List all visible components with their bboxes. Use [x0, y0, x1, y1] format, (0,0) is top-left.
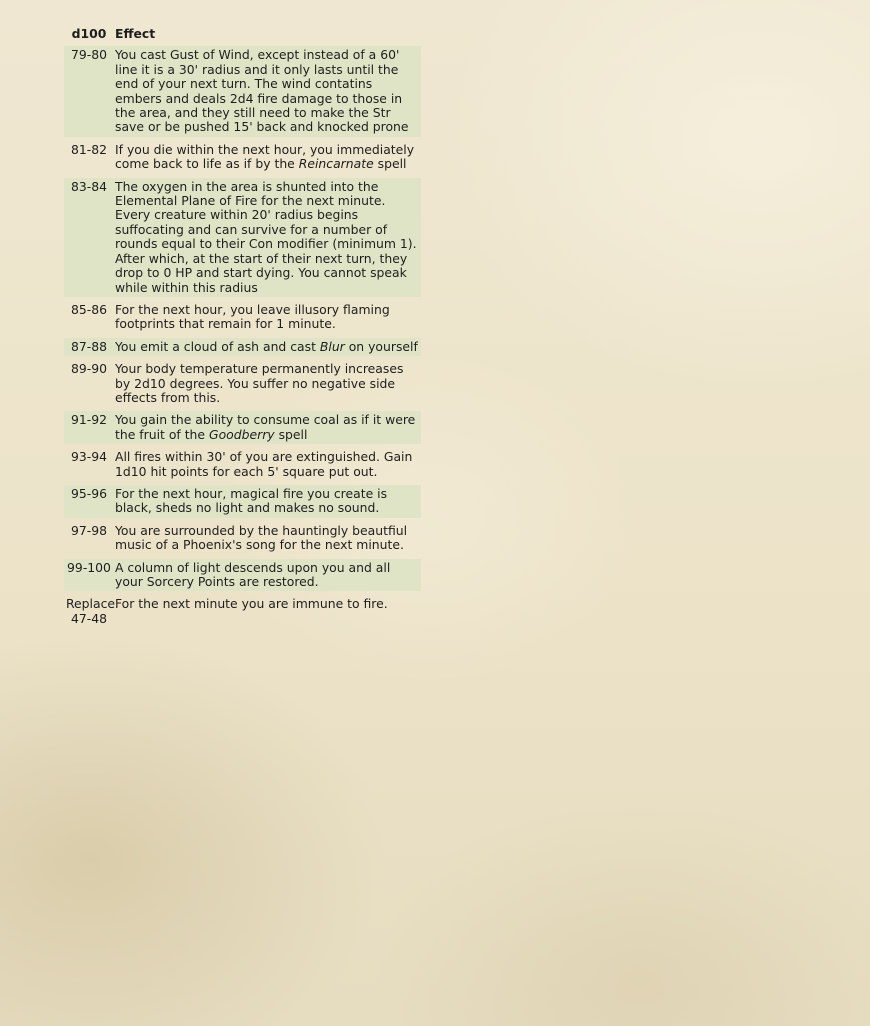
row-effect: For the next minute you are immune to fire.: [115, 596, 388, 612]
row-effect: For the next hour, you leave illusory flaming footprints that remain for 1 minute.: [115, 301, 390, 332]
row-roll: 93-94: [70, 449, 107, 465]
row-roll: [64, 596, 116, 626]
row-roll: 85-86: [70, 301, 107, 317]
row-roll: 87-88: [70, 338, 107, 354]
row-roll: 99-100: [67, 559, 111, 575]
table-row: [64, 338, 421, 356]
row-roll: 89-90: [70, 361, 107, 377]
row-roll-line1: Replace: [66, 596, 116, 612]
table-row: [64, 141, 421, 174]
table-row: [64, 411, 421, 444]
row-effect: All fires within 30' of you are extinguished. Gain 1d10 hit points for each 5' square put out.: [115, 449, 413, 479]
row-roll: 95-96: [70, 485, 107, 501]
table-header: [64, 25, 421, 46]
row-effect: For the next hour, magical fire you create is black, sheds no light and makes no sound.: [115, 485, 388, 516]
table-row: [64, 301, 421, 334]
row-effect: A column of light descends upon you and all your Sorcery Points are restored.: [115, 559, 391, 589]
table-row: [64, 485, 421, 518]
spell-name: Reincarnate: [298, 156, 374, 172]
table-row: [64, 522, 421, 555]
row-roll: 83-84: [70, 178, 107, 194]
row-roll: 91-92: [70, 412, 107, 428]
spell-name: Goodberry: [208, 426, 275, 442]
row-effect: You emit a cloud of ash and cast Blur on yourself: [115, 338, 418, 354]
header-roll: d100: [71, 26, 107, 41]
row-roll-line2: 47-48: [71, 610, 108, 626]
row-effect: You gain the ability to consume coal as if it were the fruit of the Goodberry spell: [115, 412, 416, 442]
row-effect: If you die within the next hour, you immediately come back to life as if by the Reincarnate spell: [115, 141, 415, 172]
table-row: [64, 448, 421, 481]
row-roll: 79-80: [70, 47, 107, 63]
header-effect: Effect: [115, 26, 156, 41]
row-effect: The oxygen in the area is shunted into the Elemental Plane of Fire for the next minute. Every creature within 20' radius begins suffocating and can survive for a number of rounds equal to their Con modifier (minimum 1). After which, at the start of their next turn, they drop to 0 HP and start dying. You cannot speak while within this radius: [115, 178, 417, 295]
table-row: [64, 559, 421, 592]
table-row: [64, 360, 421, 407]
table-row: [64, 178, 421, 297]
row-effect: You cast Gust of Wind, except instead of a 60' line it is a 30' radius and it only lasts until the end of your next turn. The wind contatins embers and deals 2d4 fire damage to those in the area, and they still need to make the Str save or be pushed 15' back and knocked prone: [115, 47, 409, 135]
table-row: [64, 595, 421, 628]
row-effect: Your body temperature permanently increases by 2d10 degrees. You suffer no negative side effects from this.: [115, 361, 404, 405]
wild-magic-table: [64, 25, 421, 632]
spell-name: Blur: [319, 338, 345, 354]
row-roll: 81-82: [70, 141, 107, 157]
row-effect: You are surrounded by the hauntingly beautfiul music of a Phoenix's song for the next minute.: [115, 522, 408, 553]
row-roll: 97-98: [70, 522, 107, 538]
table-row: [64, 46, 421, 136]
